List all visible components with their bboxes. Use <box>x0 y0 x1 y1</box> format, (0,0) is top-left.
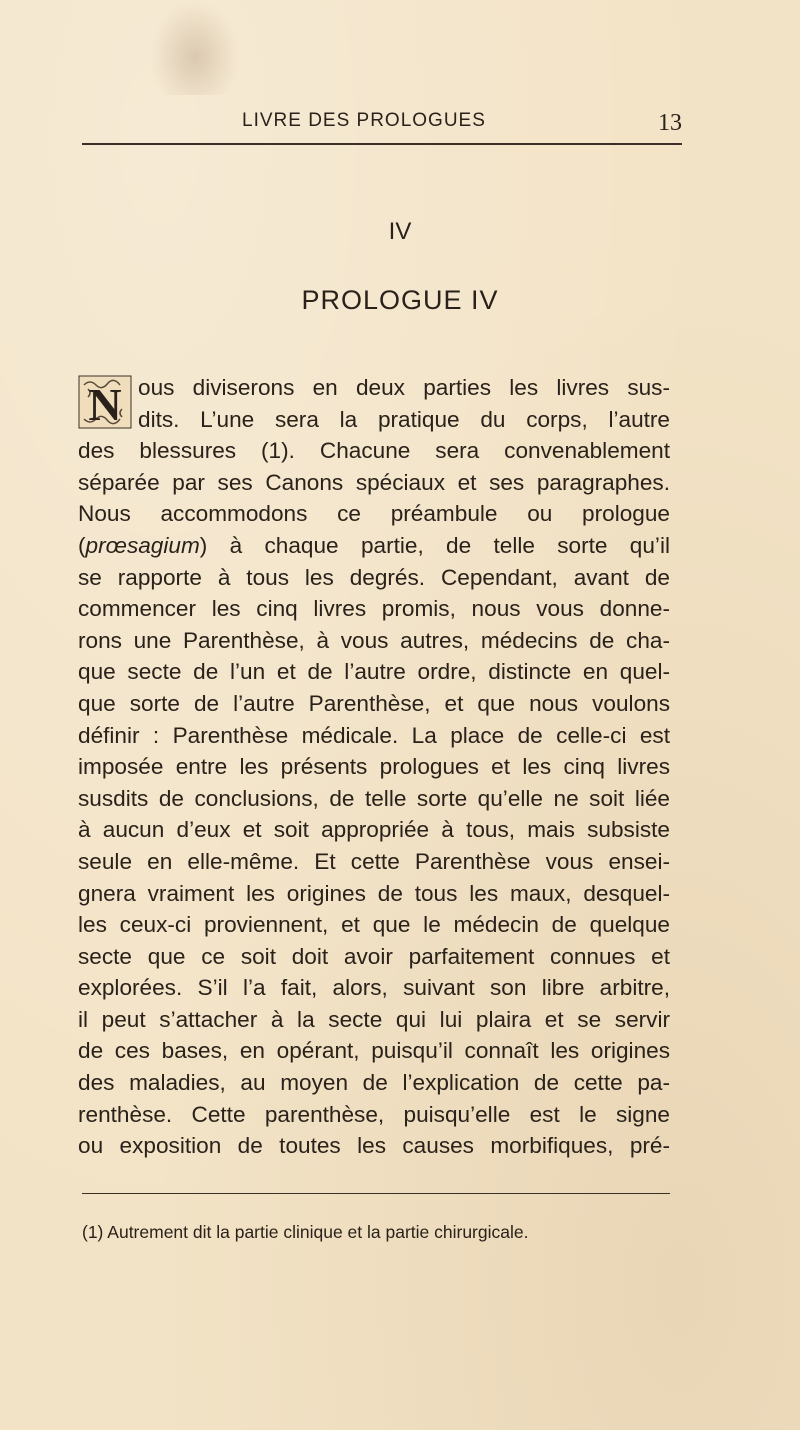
footnote-rule <box>82 1193 670 1194</box>
body-line: explorées. S’il l’a fait, alors, suivant son libre arbitre, <box>78 975 670 1001</box>
chapter-title: PROLOGUE IV <box>301 285 499 315</box>
svg-text:N: N <box>88 379 122 429</box>
body-line: gnera vraiment les origines de tous les maux, desquel- <box>78 880 670 906</box>
body-line: que secte de l’un et de l’autre ordre, distincte en quel- <box>78 659 670 685</box>
paper-stain <box>150 0 240 95</box>
body-line: Nous accommodons ce préambule ou prologue <box>78 501 670 527</box>
body-line: renthèse. Cette parenthèse, puisqu’elle est le signe <box>78 1101 670 1127</box>
running-head <box>82 110 682 140</box>
body-line: ous diviserons en deux parties les livres sus- <box>138 375 670 400</box>
body-line: des blessures (1). Chacune sera convenablement <box>78 438 670 464</box>
header-rule <box>82 143 682 145</box>
body-line: les ceux-ci proviennent, et que le médecin de quelque <box>78 912 670 938</box>
body-line: dits. L’une sera la pratique du corps, l’autre <box>138 406 670 432</box>
body-line: imposée entre les présents prologues et les cinq livres <box>78 754 670 780</box>
page-number: 13 <box>658 110 682 136</box>
body-line: définir : Parenthèse médicale. La place de celle-ci est <box>78 722 670 748</box>
body-line: seule en elle-même. Et cette Parenthèse vous ensei- <box>78 848 670 874</box>
body-line: séparée par ses Canons spéciaux et ses paragraphes. <box>78 469 670 495</box>
body-line: à aucun d’eux et soit appropriée à tous, mais subsiste <box>78 817 670 843</box>
body-line: commencer les cinq livres promis, nous vous donne- <box>78 596 670 622</box>
body-line: se rapporte à tous les degrés. Cependant, avant de <box>78 564 670 590</box>
body-line: de ces bases, en opérant, puisqu’il connaît les origines <box>78 1038 670 1064</box>
body-line: rons une Parenthèse, à vous autres, médecins de cha- <box>78 627 670 653</box>
body-line: que sorte de l’autre Parenthèse, et que nous voulons <box>78 690 670 716</box>
chapter-number: IV <box>388 218 412 245</box>
body-line: (prœsagium) à chaque partie, de telle sorte qu’il <box>78 532 670 558</box>
running-title: LIVRE DES PROLOGUES <box>242 110 486 131</box>
footnote: (1) Autrement dit la partie clinique et la partie chirurgicale. <box>82 1222 529 1242</box>
body-line: secte que ce soit doit avoir parfaitement connues et <box>78 943 670 969</box>
body-line: ou exposition de toutes les causes morbifiques, pré- <box>78 1133 670 1159</box>
body-line: des maladies, au moyen de l’explication de cette pa- <box>78 1070 670 1096</box>
body-text <box>78 372 670 1162</box>
body-line: il peut s’attacher à la secte qui lui plaira et se servir <box>78 1006 670 1032</box>
body-line: susdits de conclusions, de telle sorte qu’elle ne soit liée <box>78 785 670 811</box>
